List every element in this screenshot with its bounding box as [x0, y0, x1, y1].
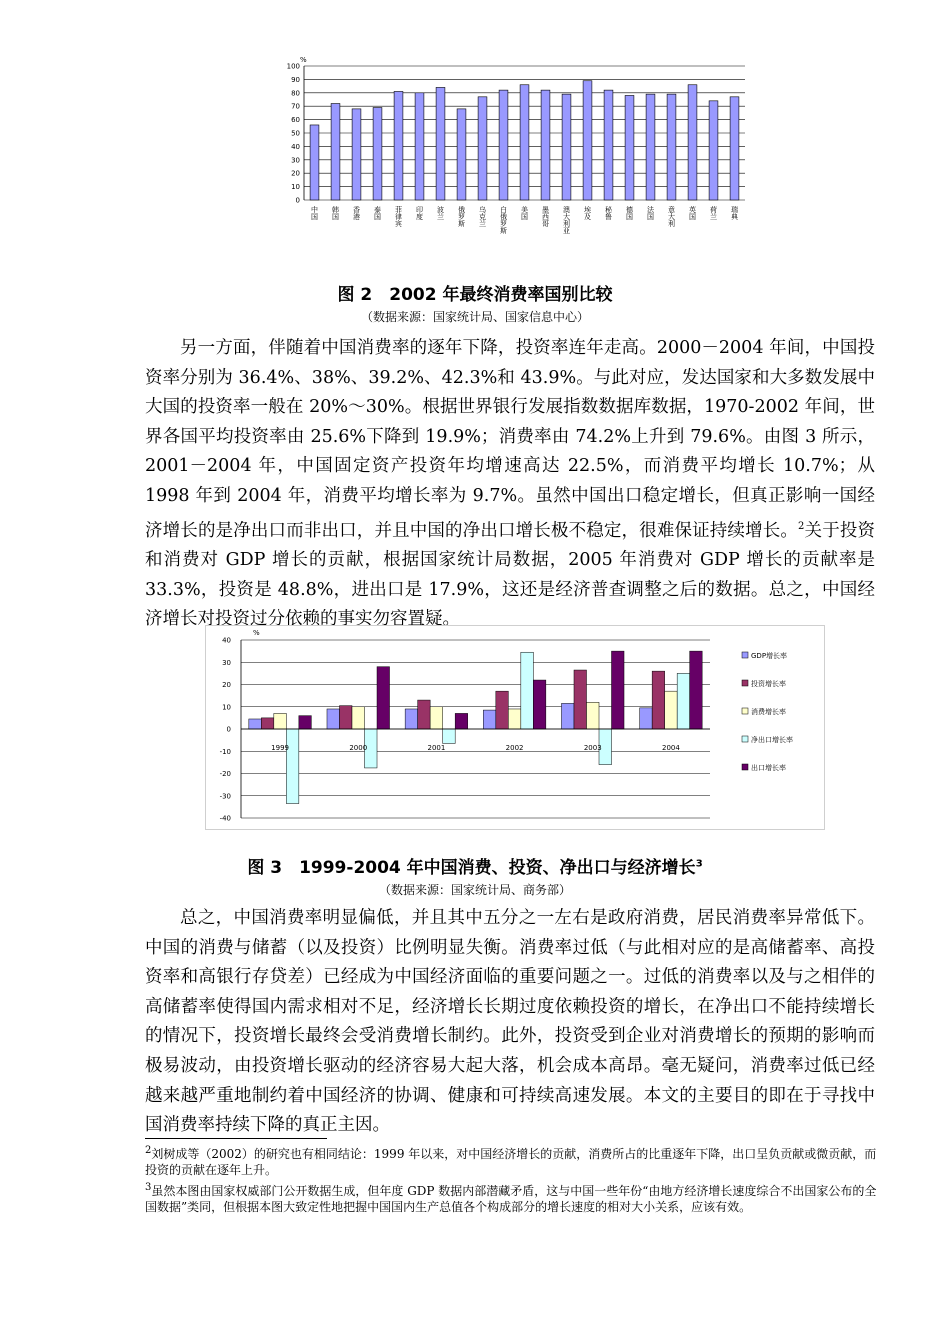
figure3-legend	[742, 651, 793, 772]
bar-俄罗斯	[457, 109, 466, 200]
bar-法国	[646, 94, 655, 200]
x-tick-label: 2002	[505, 744, 524, 752]
x-tick-label: 2003	[583, 744, 602, 752]
bar-消费增长率-1999	[274, 713, 287, 729]
bar-瑞典	[730, 97, 739, 200]
y-tick-label: 60	[291, 116, 300, 125]
bar-英国	[688, 85, 697, 200]
y-tick-label: 0	[295, 196, 300, 205]
y-tick-label: 0	[226, 725, 231, 734]
figure3-x-tick-labels	[271, 744, 680, 752]
x-tick-label: 波兰	[436, 206, 445, 220]
x-tick-label: 瑞典	[730, 206, 739, 220]
figure2-unit-label: %	[300, 56, 307, 64]
y-tick-label: -10	[219, 747, 231, 756]
bar-GDP增长率-2002	[483, 710, 496, 729]
figure3-y-tick-labels	[220, 637, 231, 823]
bar-净出口增长率-2004	[677, 673, 690, 729]
y-tick-label: 40	[291, 142, 300, 151]
legend-label: 净出口增长率	[751, 736, 793, 744]
y-tick-label: -30	[219, 792, 231, 801]
bar-消费增长率-2000	[352, 707, 365, 729]
bar-GDP增长率-2004	[640, 708, 653, 729]
figure2-y-tick-labels	[287, 63, 300, 205]
footnote-ref-3[interactable]: 3	[695, 858, 703, 870]
x-tick-label: 韩国	[331, 206, 340, 220]
x-tick-label: 荷兰	[709, 206, 718, 220]
bar-GDP增长率-2003	[561, 703, 574, 729]
x-tick-label: 法国	[646, 206, 655, 220]
bar-消费增长率-2004	[665, 691, 678, 729]
bar-消费增长率-2002	[508, 709, 521, 729]
y-tick-label: -20	[219, 770, 231, 778]
x-tick-label: 印度	[415, 206, 424, 220]
figure2-caption: 图 2 2002 年最终消费率国别比较	[337, 285, 613, 305]
bar-澳大利亚	[562, 94, 571, 200]
bar-净出口增长率-2002	[521, 652, 534, 729]
legend-label: 消费增长率	[751, 708, 786, 716]
bar-出口增长率-1999	[299, 716, 312, 729]
x-tick-label: 中国	[310, 206, 319, 220]
y-tick-label: 20	[291, 169, 300, 178]
bar-美国	[520, 85, 529, 200]
footnote-divider	[145, 1138, 327, 1139]
bar-出口增长率-2002	[533, 680, 546, 729]
bar-印度	[415, 93, 424, 200]
x-tick-label: 2001	[427, 744, 446, 752]
bar-菲律宾	[394, 91, 403, 200]
footnote-3	[145, 1180, 885, 1215]
y-tick-label: -40	[219, 814, 231, 823]
bar-消费增长率-2003	[586, 702, 599, 729]
y-tick-label: 10	[291, 183, 300, 192]
bar-净出口增长率-2001	[443, 729, 456, 743]
bar-乌克兰	[478, 97, 487, 200]
y-tick-label: 30	[222, 658, 231, 667]
x-tick-label: 意大利	[667, 206, 676, 227]
x-tick-label: 德国	[625, 206, 634, 220]
x-tick-label: 菲律宾	[394, 206, 403, 227]
bar-投资增长率-2001	[418, 700, 431, 729]
y-tick-label: 70	[291, 102, 300, 111]
legend-swatch	[742, 708, 748, 714]
bar-净出口增长率-1999	[286, 729, 299, 804]
bar-墨西哥	[541, 90, 550, 200]
figure2-chart	[280, 52, 755, 272]
bar-投资增长率-2000	[339, 706, 352, 729]
x-tick-label: 2004	[662, 744, 680, 752]
figure3-unit-label: %	[253, 629, 260, 637]
x-tick-label: 墨西哥	[541, 206, 550, 227]
y-tick-label: 10	[222, 703, 231, 712]
y-tick-label: 40	[222, 636, 231, 645]
footnote-3-number: 3	[145, 1182, 152, 1193]
bar-意大利	[667, 94, 676, 200]
legend-swatch	[742, 736, 748, 742]
y-tick-label: 90	[291, 75, 300, 84]
y-tick-label: 80	[291, 89, 300, 98]
bar-GDP增长率-2000	[327, 709, 340, 729]
x-tick-label: 俄罗斯	[457, 206, 466, 227]
legend-swatch	[742, 764, 748, 770]
x-tick-label: 泰国	[373, 206, 382, 220]
paragraph-1-text: 另一方面，伴随着中国消费率的逐年下降，投资率连年走高。2000－2004 年间，中国投资率分别为 36.4%、38%、39.2%、42.3%和 43.9%。与此对应，发达国家和大多数发展中大国的投资率一般在 20%～30%。根据世界银行发展指数数据库数据，1970-2002 年间，世界各国平均投资率由 25.6%下降到 19.9%；消费率由 74.2%上升到 79.6%。由图 3 所示，2001－2004 年，中国固定资产投资年均增速高达 22.5%，而消费平均增长 10.7%；从 1998 年到 2004 年，消费平均增长率为 9.7%。虽然中国出口稳定增长，但真正影响一国经济增长的是净出口而非出口，并且中国的净出口增长极不稳定，很难保证持续增长。	[145, 338, 875, 541]
paragraph-1-tail: 关于投资和消费对 GDP 增长的贡献，根据国家统计局数据，2005 年消费对 GDP 增长的贡献率是 33.3%，投资是 48.8%，进出口是 17.9%，这还是经济普查调整之后的数据。总之，中国经济增长对投资过分依赖的事实勿容置疑。	[145, 520, 876, 630]
x-tick-label: 香港	[352, 206, 361, 220]
figure3-bars	[249, 651, 702, 803]
figure3-caption-text: 图 3 1999-2004 年中国消费、投资、净出口与经济增长	[247, 858, 696, 878]
legend-swatch	[742, 680, 748, 686]
bar-投资增长率-2002	[496, 691, 509, 729]
x-tick-label: 美国	[520, 206, 529, 220]
bar-香港	[352, 109, 361, 200]
bar-投资增长率-2003	[574, 670, 587, 729]
bar-秘鲁	[604, 90, 613, 200]
footnote-ref-2[interactable]: 2	[798, 520, 805, 532]
bar-GDP增长率-1999	[249, 719, 262, 729]
figure2-source: （数据来源：国家统计局、国家信息中心）	[360, 310, 589, 324]
bar-韩国	[331, 104, 340, 200]
bar-出口增长率-2004	[690, 651, 703, 729]
bar-出口增长率-2003	[612, 651, 625, 729]
footnote-3-text: 虽然本图由国家权威部门公开数据生成，但年度 GDP 数据内部潜藏矛盾，这与中国一些年份“由地方经济增长速度综合不出国家公布的全国数据”类同，但根据本图大致定性地把握中国国内生产总值各个构成部分的增长速度的相对大小关系，应该有效。	[145, 1184, 877, 1214]
bar-投资增长率-2004	[652, 671, 665, 729]
bar-出口增长率-2000	[377, 667, 390, 729]
legend-swatch	[742, 652, 748, 658]
figure3-axis	[241, 640, 710, 818]
x-tick-label: 秘鲁	[604, 206, 613, 220]
figure2-bars	[310, 81, 739, 200]
bar-消费增长率-2001	[430, 707, 443, 729]
bar-荷兰	[709, 101, 718, 200]
y-tick-label: 50	[291, 129, 300, 138]
figure3-source: （数据来源：国家统计局、商务部）	[378, 883, 571, 897]
legend-label: 投资增长率	[751, 680, 786, 688]
bar-出口增长率-2001	[455, 713, 468, 729]
x-tick-label: 1999	[271, 744, 289, 752]
bar-德国	[625, 95, 634, 200]
paragraph-1	[145, 334, 875, 635]
footnote-2-number: 2	[145, 1145, 152, 1156]
bar-GDP增长率-2001	[405, 709, 418, 729]
x-tick-label: 澳大利亚	[562, 206, 571, 234]
footnote-2	[145, 1143, 885, 1178]
legend-label: 出口增长率	[751, 764, 786, 772]
paragraph-2: 总之，中国消费率明显偏低，并且其中五分之一左右是政府消费，居民消费率异常低下。中国的消费与储蓄（以及投资）比例明显失衡。消费率过低（与此相对应的是高储蓄率、高投资率和高银行存贷差）已经成为中国经济面临的重要问题之一。过低的消费率以及与之相伴的高储蓄率使得国内需求相对不足，经济增长长期过度依赖投资的增长，在净出口不能持续增长的情况下，投资增长最终会受消费增长制约。此外，投资受到企业对消费增长的预期的影响而极易波动，由投资增长驱动的经济容易大起大落，机会成本高昂。毫无疑问，消费率过低已经越来越严重地制约着中国经济的协调、健康和可持续高速发展。本文的主要目的即在于寻找中国消费率持续下降的真正主因。	[145, 908, 875, 1136]
x-tick-label: 英国	[688, 206, 697, 220]
y-tick-label: 20	[222, 681, 231, 689]
figure3-chart	[205, 625, 825, 830]
bar-投资增长率-1999	[261, 718, 274, 729]
x-tick-label: 乌克兰	[478, 206, 487, 227]
bar-白俄罗斯	[499, 90, 508, 200]
bar-泰国	[373, 108, 382, 200]
x-tick-label: 埃及	[583, 206, 592, 220]
y-tick-label: 100	[286, 62, 300, 71]
bar-波兰	[436, 87, 445, 200]
footnote-2-text: 刘树成等（2002）的研究也有相同结论：1999 年以来，对中国经济增长的贡献，消费所占的比重逐年下降，出口呈负贡献或微贡献，而投资的贡献在逐年上升。	[145, 1147, 877, 1177]
figure2-x-tick-labels	[311, 205, 739, 235]
x-tick-label: 白俄罗斯	[499, 206, 508, 234]
y-tick-label: 30	[291, 156, 300, 165]
bar-中国	[310, 125, 319, 200]
legend-label: GDP增长率	[751, 652, 788, 660]
figure3-caption	[0, 853, 950, 878]
x-tick-label: 2000	[349, 744, 368, 752]
bar-埃及	[583, 81, 592, 200]
